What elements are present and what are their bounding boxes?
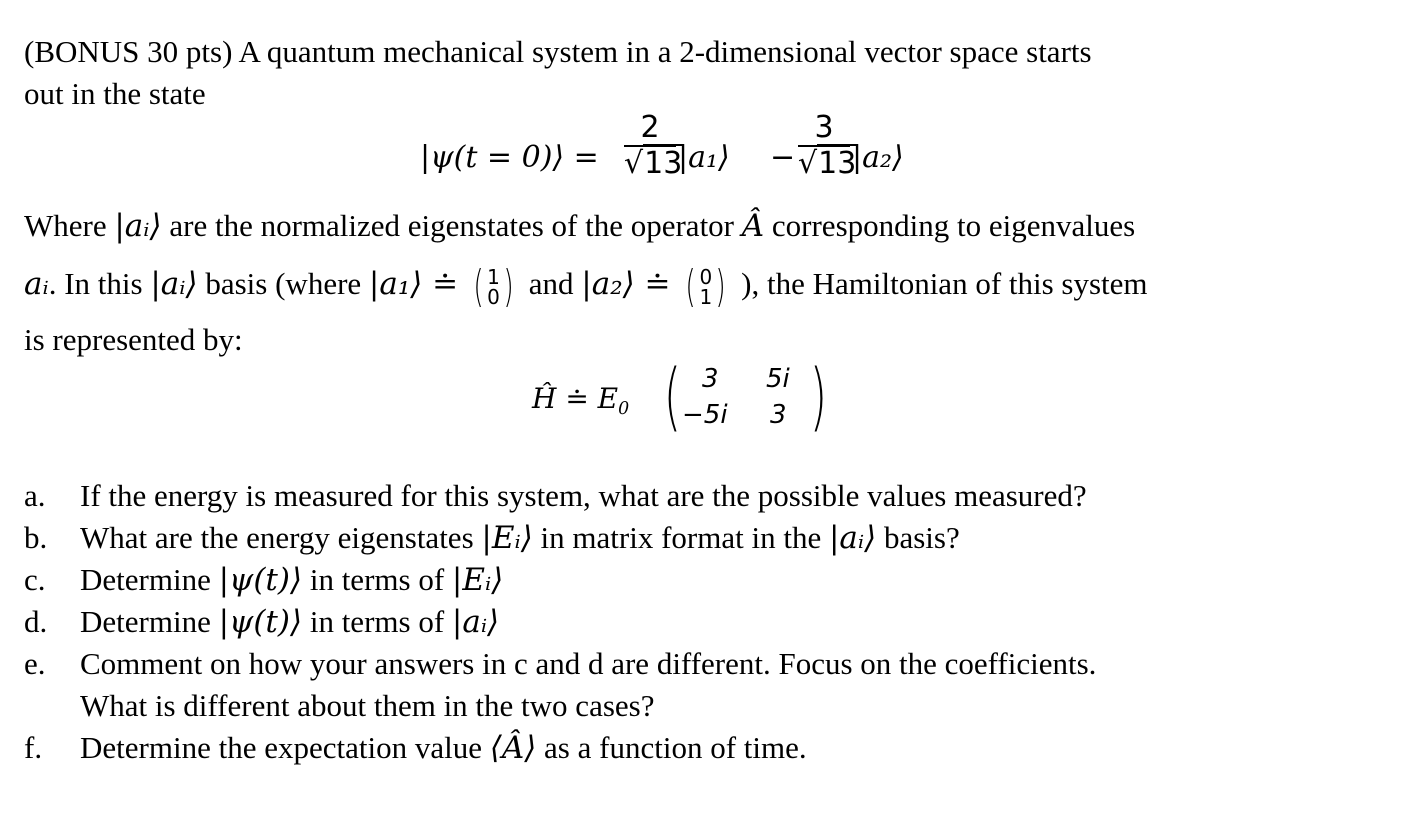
coef2-denominator: 13 [818, 146, 857, 181]
where-text-1: Where [24, 208, 115, 243]
vec1-bottom: 0 [487, 284, 500, 309]
where-line-1 [24, 208, 1135, 244]
operator-a-hat: Â [741, 208, 765, 244]
vec2-bottom: 1 [699, 284, 713, 309]
intro-line-1: (BONUS 30 pts) A quantum mechanical system in a 2-dimensional vector space starts [24, 34, 1092, 69]
question-c-letter: c. [24, 562, 46, 597]
ket-ai-q: |aᵢ⟩ [828, 520, 877, 556]
question-e-text-2: What is different about them in the two cases? [80, 688, 655, 723]
where-text-3: corresponding to eigenvalues [764, 208, 1136, 243]
question-f-text-1: Determine the expectation value [80, 730, 490, 765]
question-d [24, 604, 1384, 640]
ket-psi-t: |ψ(t)⟩ [218, 562, 303, 598]
question-d-text-2: in terms of [302, 604, 452, 639]
question-d-text-1: Determine [80, 604, 219, 639]
ket-ai: |aᵢ⟩ [114, 208, 162, 244]
matrix-entry-12: 5i [766, 364, 790, 394]
question-e-letter: e. [24, 646, 46, 681]
eigenvalue-ai: aᵢ [24, 266, 49, 302]
column-vector-a2: ( 0 1 ) [685, 260, 726, 312]
question-a [24, 478, 1384, 514]
vec1-top: 1 [487, 264, 500, 289]
basis-text-2: basis (where [197, 266, 369, 301]
column-vector-a1: ( 1 0 ) [473, 260, 514, 312]
ket-ai-basis: |aᵢ⟩ [150, 266, 198, 302]
question-d-letter: d. [24, 604, 48, 639]
intro-line-2: out in the state [24, 76, 206, 111]
hamiltonian-symbol: Ĥ ≐ E [532, 382, 619, 415]
vec2-top: 0 [699, 264, 713, 289]
expectation-a: ⟨Â⟩ [489, 730, 537, 766]
ket-ei-c: |Eᵢ⟩ [451, 562, 504, 598]
ket-a1-def: |a₁⟩ ≐ [368, 266, 459, 302]
matrix-entry-11: 3 [702, 364, 719, 394]
matrix-left-paren: ( [663, 354, 682, 440]
e0-subscript: 0 [618, 399, 630, 420]
ket-psi-t-d: |ψ(t)⟩ [218, 604, 303, 640]
question-b [24, 520, 1384, 556]
question-a-text: If the energy is measured for this system, what are the possible values measured? [80, 478, 1087, 513]
question-c [24, 562, 1384, 598]
question-e [24, 646, 1384, 726]
ket-ei: |Eᵢ⟩ [481, 520, 533, 556]
question-a-letter: a. [24, 478, 46, 513]
coef1-fraction: 2 √13 [624, 110, 683, 181]
matrix-entry-21: −5i [682, 400, 728, 430]
and-text: and [521, 266, 582, 301]
basis-text-1: . In this [48, 266, 151, 301]
basis-text-3: ), the Hamiltonian of this system [733, 266, 1148, 301]
ket-ai-d: |aᵢ⟩ [451, 604, 500, 640]
question-c-text-2: in terms of [302, 562, 452, 597]
coef2-numerator: 3 [814, 110, 834, 145]
question-b-text-3: basis? [876, 520, 960, 555]
coef1-numerator: 2 [640, 110, 660, 145]
minus-sign: − [770, 140, 796, 175]
state-lhs: |ψ(t = 0)⟩ = [420, 140, 599, 175]
where-line-2 [24, 260, 1148, 312]
question-f-letter: f. [24, 730, 43, 765]
question-e-text: Comment on how your answers in c and d are different. Focus on the coefficients. [80, 646, 1097, 681]
question-b-text-1: What are the energy eigenstates [80, 520, 482, 555]
where-line-3: is represented by: [24, 322, 243, 357]
ket-a2: |a₂⟩ [852, 140, 904, 175]
matrix-entry-22: 3 [770, 400, 787, 430]
ket-a1: |a₁⟩ [678, 140, 730, 175]
question-c-text-1: Determine [80, 562, 219, 597]
question-b-text-2: in matrix format in the [532, 520, 829, 555]
question-f [24, 730, 1384, 766]
question-b-letter: b. [24, 520, 48, 555]
coef1-denominator: 13 [644, 146, 683, 181]
coef2-fraction: 3 √13 [798, 110, 857, 181]
hamiltonian-lhs [532, 382, 630, 420]
where-text-2: are the normalized eigenstates of the operator [161, 208, 742, 243]
matrix-right-paren: ) [809, 354, 828, 440]
ket-a2-def: |a₂⟩ ≐ [581, 266, 671, 302]
hamiltonian-matrix [684, 364, 816, 434]
question-f-text-2: as a function of time. [536, 730, 807, 765]
